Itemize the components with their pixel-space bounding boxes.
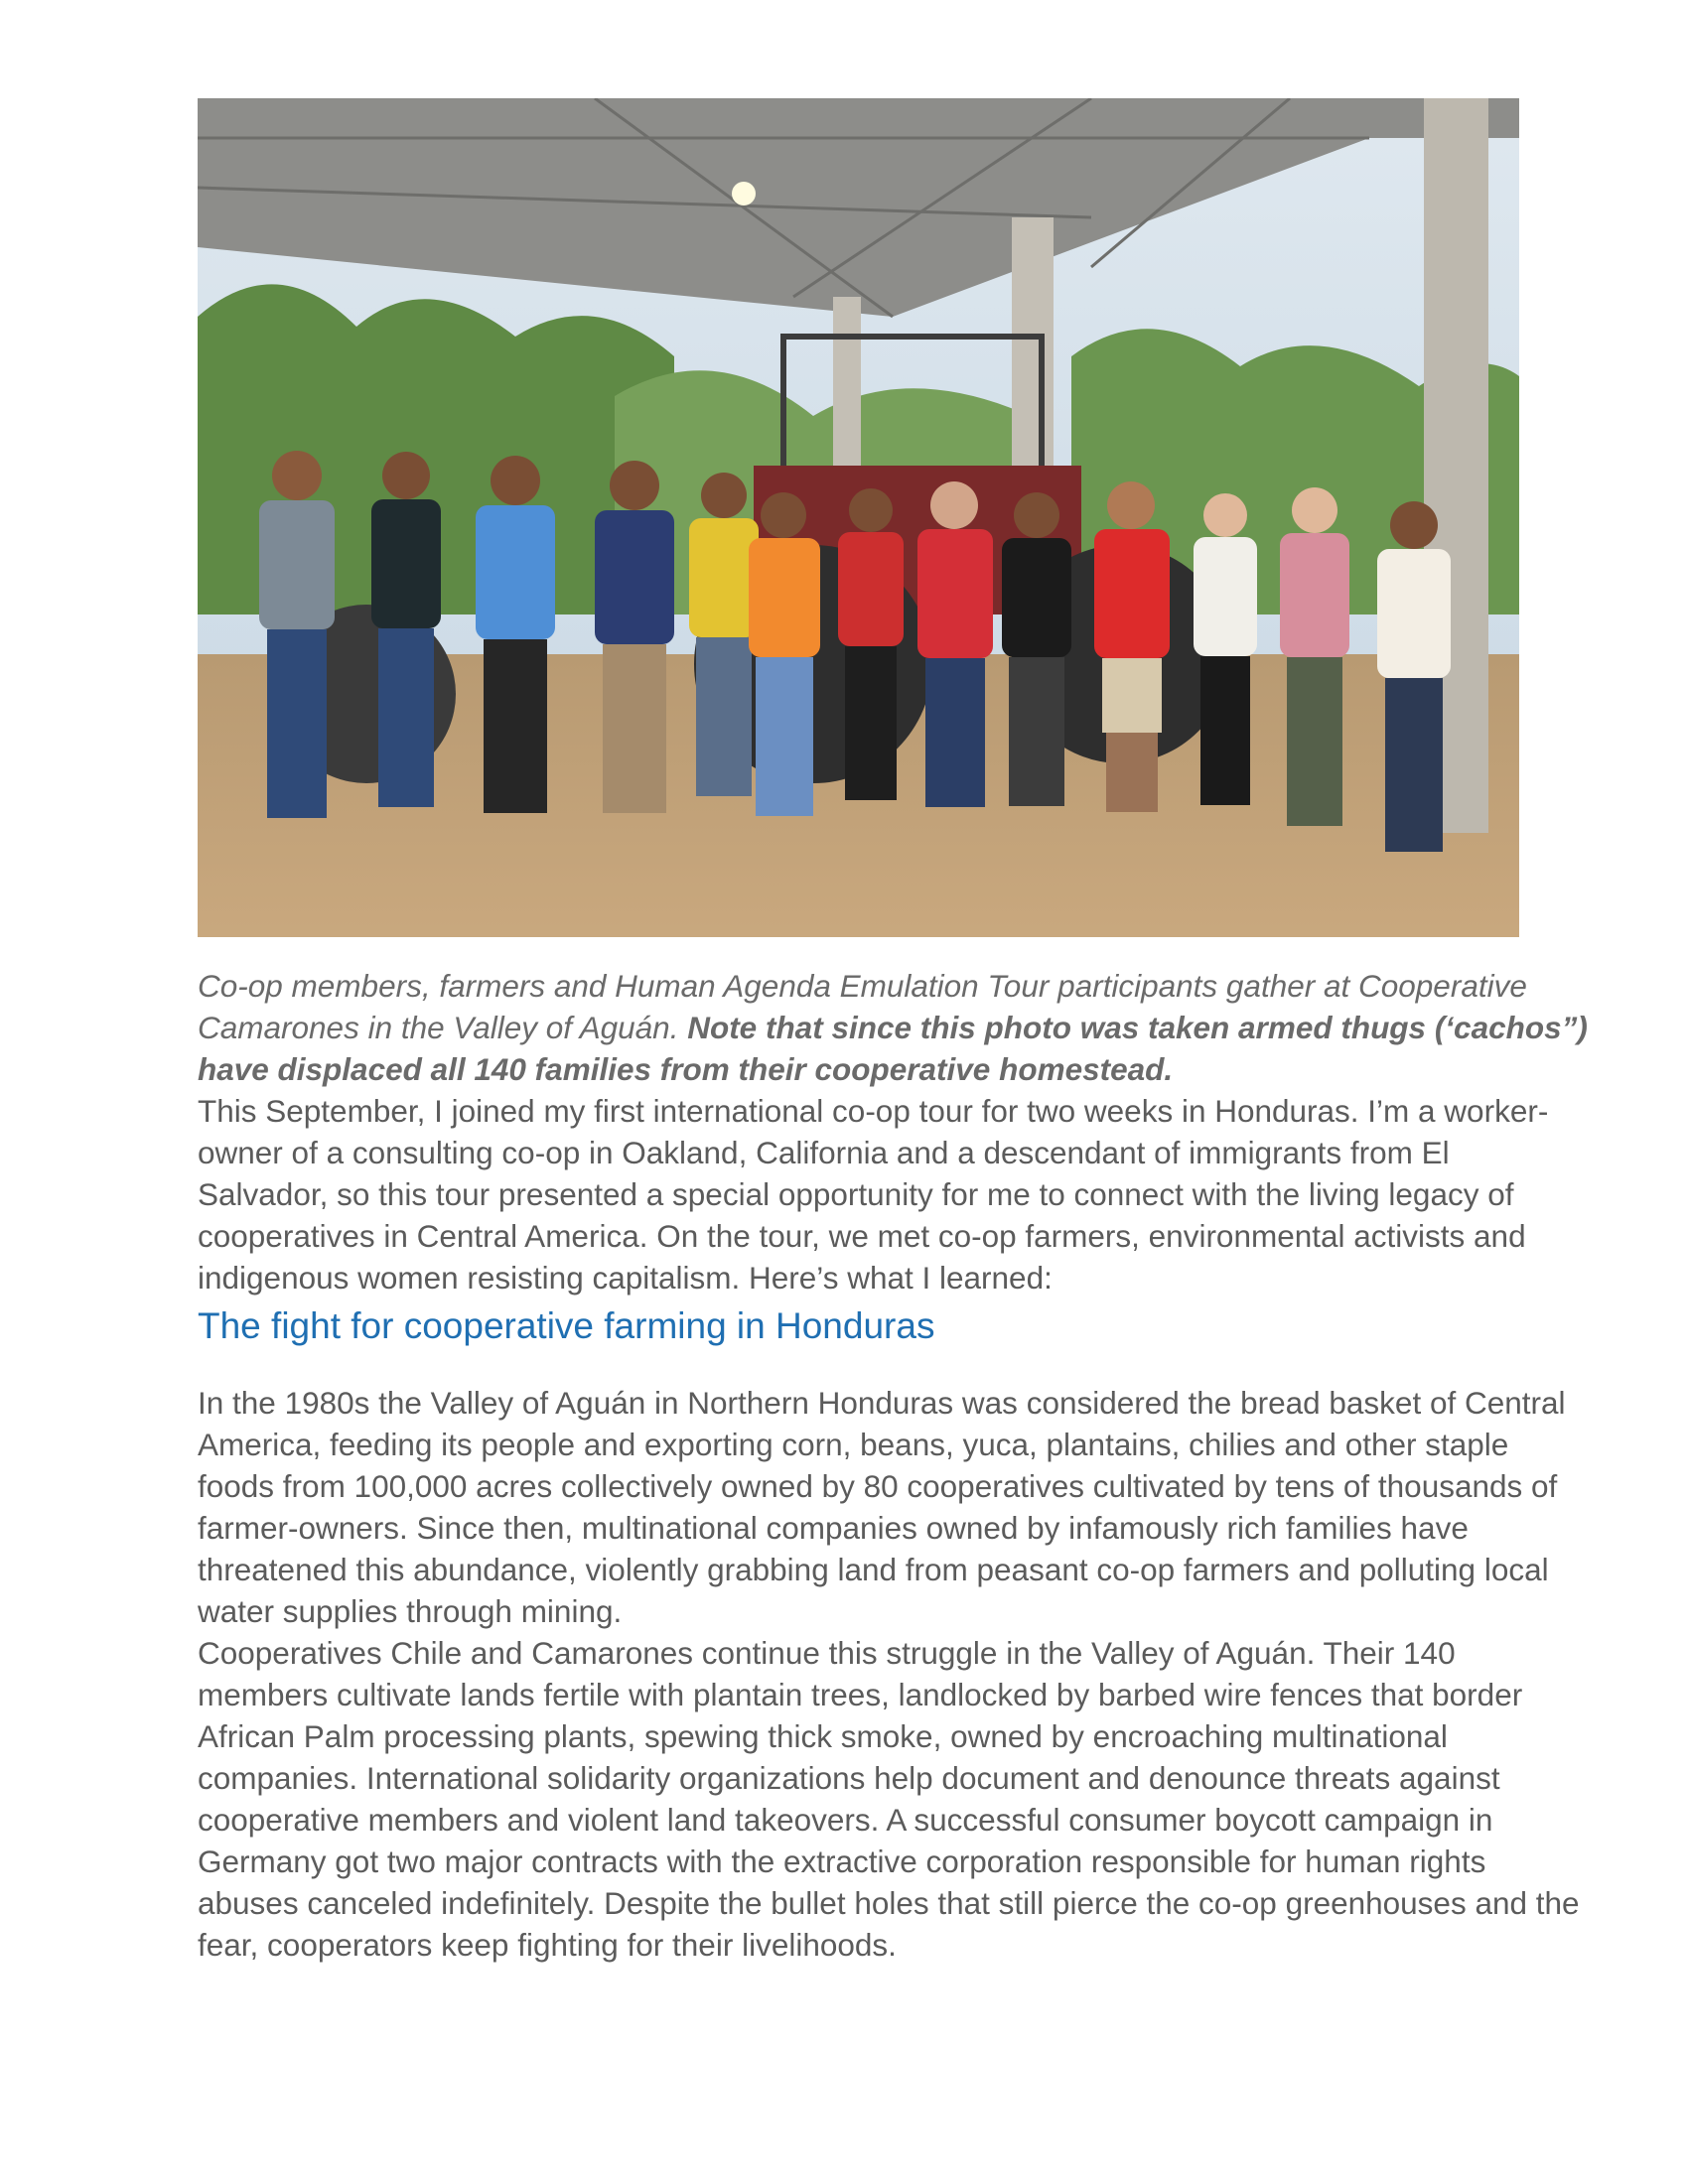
article-body (198, 965, 1588, 1966)
photo-caption (198, 965, 1588, 1090)
group-photo (198, 98, 1519, 937)
group-photo-illustration (198, 98, 1519, 937)
paragraph-2: Cooperatives Chile and Camarones continue this struggle in the Valley of Aguán. Their 140 members cultivate lands fertile with plantain trees, landlocked by barbed wire fences that border African Palm processing plants, spewing thick smoke, owned by encroaching multinational companies. International solidarity organizations help document and denounce threats against cooperative members and violent land takeovers. A successful consumer boycott campaign in Germany got two major contracts with the extractive corporation responsible for human rights abuses canceled indefinitely. Despite the bullet holes that still pierce the co-op greenhouses and the fear, cooperators keep fighting for their livelihoods. (198, 1635, 1580, 1963)
section-heading: The fight for cooperative farming in Honduras (198, 1305, 935, 1346)
intro-paragraph: This September, I joined my first international co-op tour for two weeks in Honduras. I’m a worker-owner of a consulting co-op in Oakland, California and a descendant of immigrants from El Salvador, so this tour presented a special opportunity for me to connect with the living legacy of cooperatives in Central America. On the tour, we met co-op farmers, environmental activists and indigenous women resisting capitalism. Here’s what I learned: (198, 1093, 1549, 1296)
caption-text: Co-op members, farmers and Human Agenda Emulation Tour participants gather at Cooperative Camarones in the Valley of Aguán. (198, 968, 1527, 1045)
paragraph-1: In the 1980s the Valley of Aguán in Northern Honduras was considered the bread basket of Central America, feeding its people and exporting corn, beans, yuca, plantains, chilies and other staple foods from 100,000 acres collectively owned by 80 cooperatives cultivated by tens of thousands of farmer-owners. Since then, multinational companies owned by infamously rich families have threatened this abundance, violently grabbing land from peasant co-op farmers and polluting local water supplies through mining. (198, 1385, 1566, 1629)
caption-note: Note that since this photo was taken armed thugs (‘cachos”) have displaced all 140 families from their cooperative homestead. (198, 1010, 1588, 1087)
